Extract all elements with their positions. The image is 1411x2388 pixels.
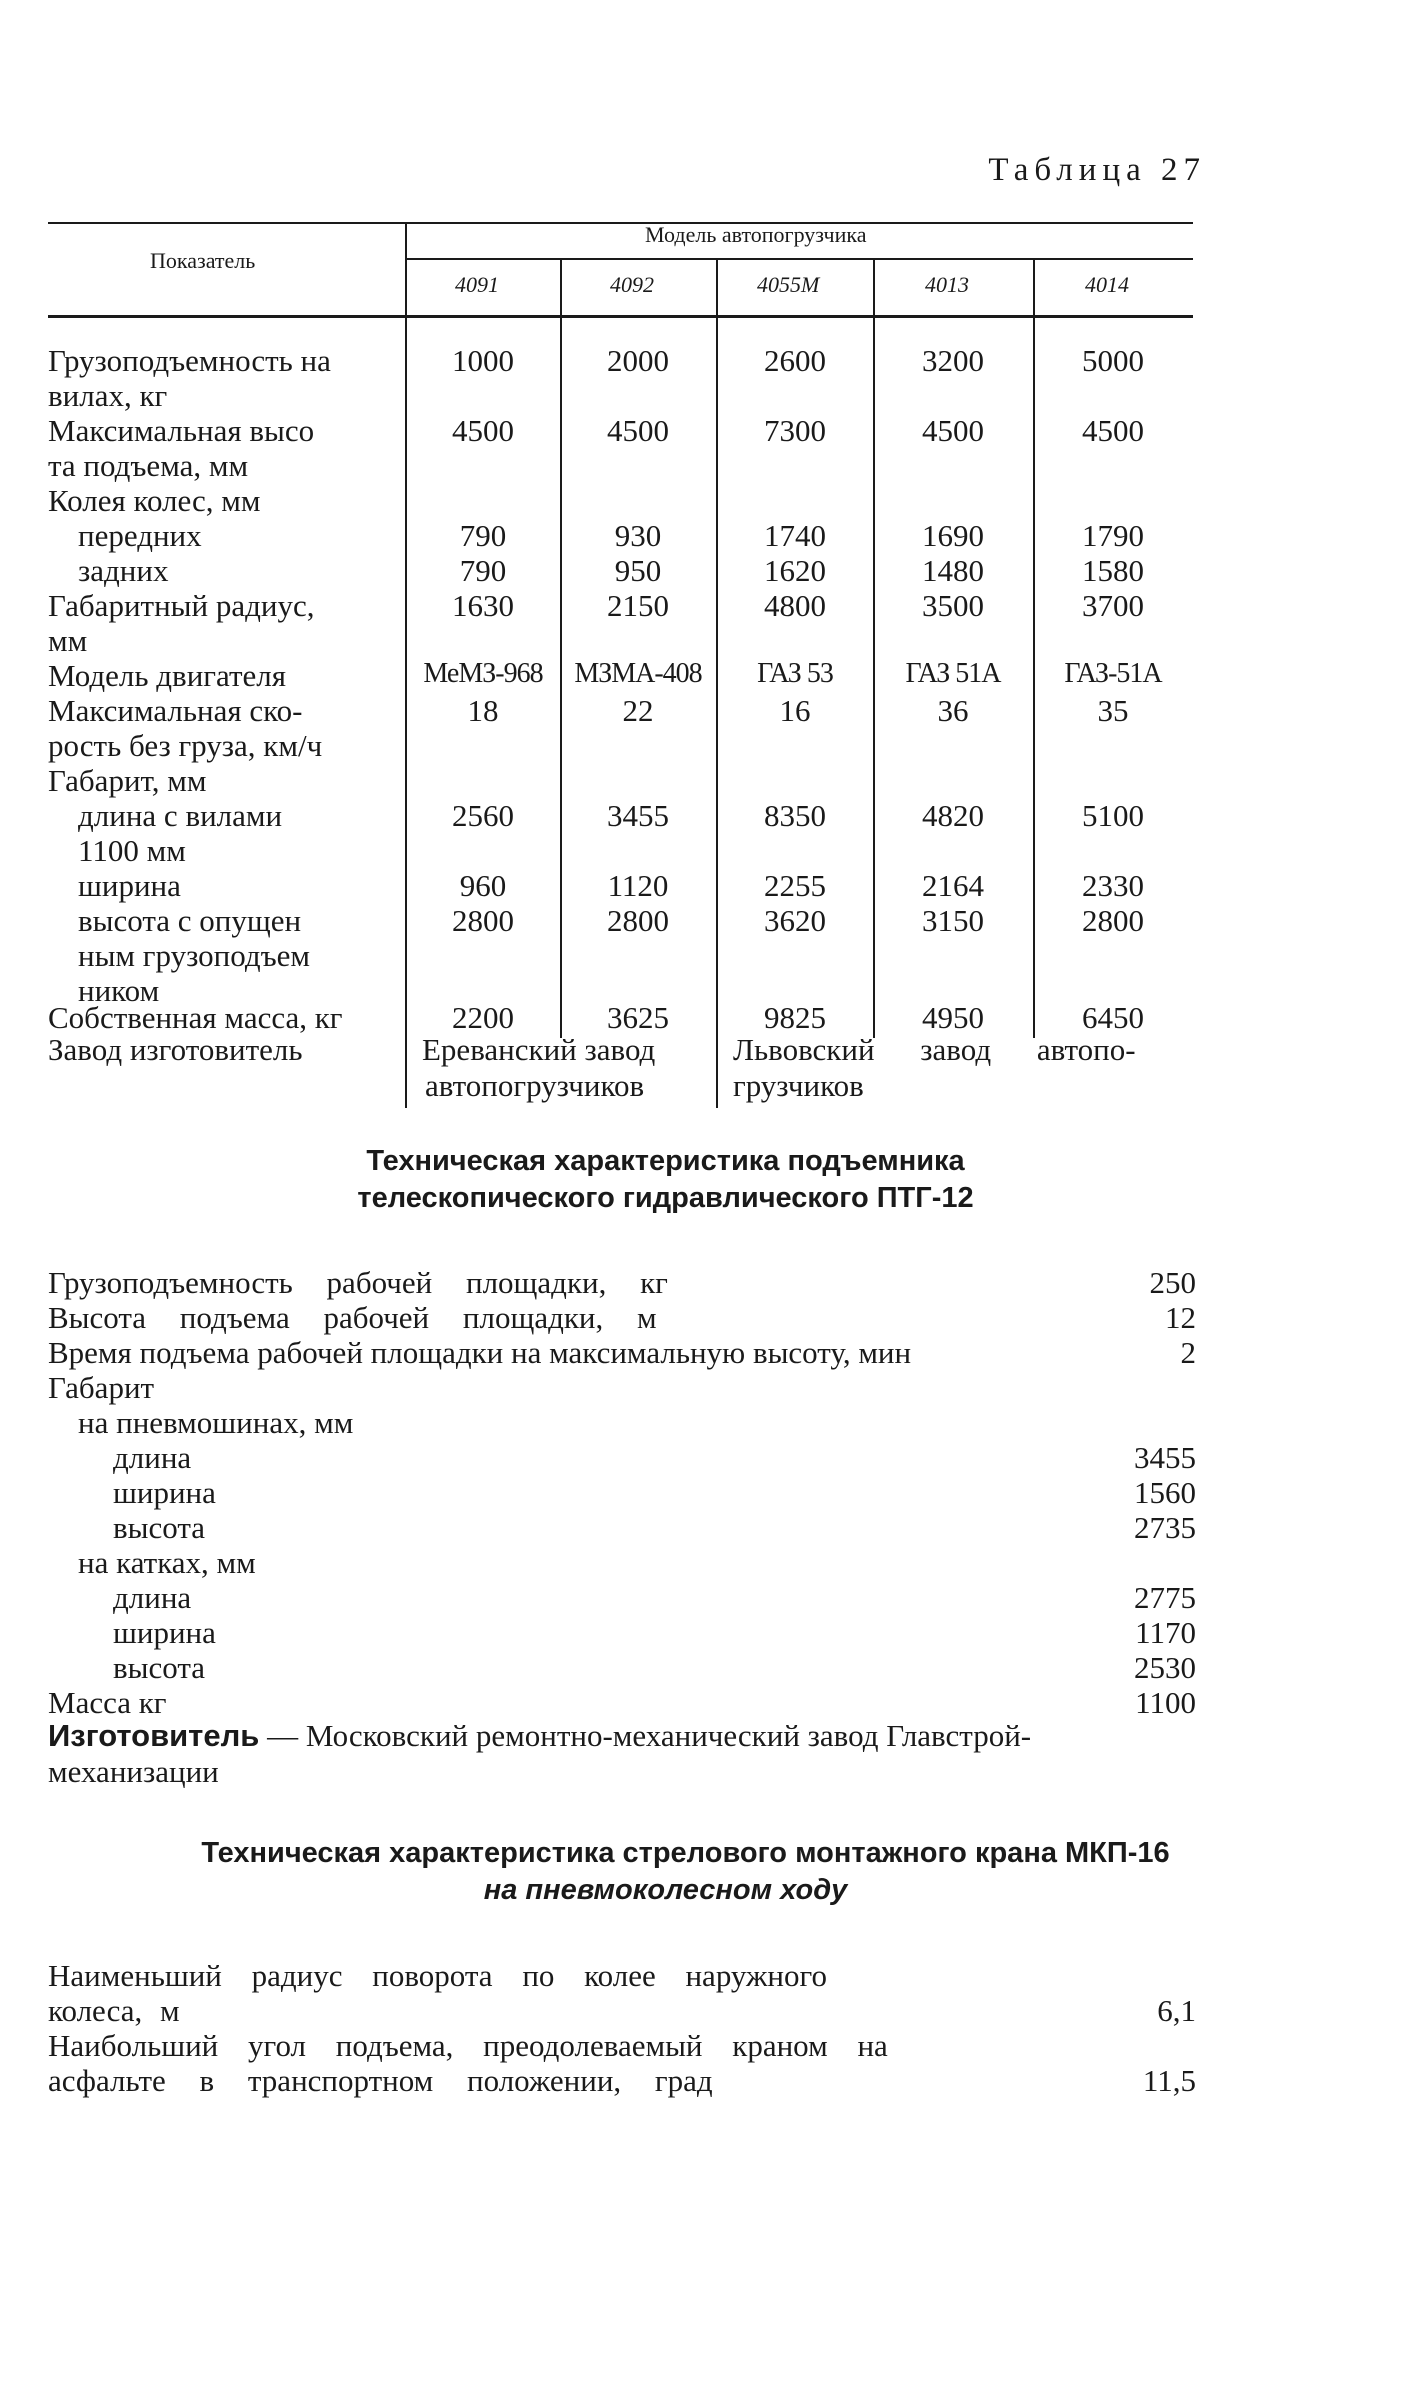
table-cell: 1790 [1082, 518, 1144, 553]
spec-label: на пневмошинах, мм [78, 1405, 354, 1440]
row-label: та подъема, мм [48, 448, 249, 483]
manufacturer-1-line: Ереванский завод [422, 1032, 656, 1067]
spec-label: Наименьший радиус поворота по колее наружного [48, 1958, 827, 1993]
spec-label: Наибольший угол подъема, преодолеваемый краном на [48, 2028, 888, 2063]
spec-value: 1100 [1135, 1685, 1196, 1720]
table-cell: ГАЗ-51А [1064, 658, 1162, 689]
table-cell: 2330 [1082, 868, 1144, 903]
model-header: 4014 [1085, 272, 1129, 297]
row-label: ширина [78, 868, 181, 903]
spec-label: Время подъема рабочей площадки на максимальную высоту, мин [48, 1335, 912, 1370]
model-header: 4013 [925, 272, 969, 297]
table-cell: 8350 [764, 798, 826, 833]
spec-value: 1170 [1135, 1615, 1196, 1650]
table-column-divider [716, 258, 718, 1108]
table-cell: 1740 [764, 518, 826, 553]
spec-value: 6,1 [1157, 1993, 1196, 2028]
table-cell: 2255 [764, 868, 826, 903]
table-cell: 3200 [922, 343, 984, 378]
spec-label: асфальте в транспортном положении, град [48, 2063, 713, 2098]
table-cell: 790 [459, 553, 507, 588]
spec-value: 2735 [1134, 1510, 1196, 1545]
table-cell: 1630 [452, 588, 514, 623]
table-cell: 2150 [607, 588, 669, 623]
table-cell: 16 [779, 693, 811, 728]
section1-title: телескопического гидравлического ПТГ-12 [357, 1182, 974, 1214]
spec-label: ширина [113, 1615, 216, 1650]
maker-text-line: механизации [48, 1754, 219, 1789]
row-label: мм [48, 623, 88, 658]
table-cell: 4500 [452, 413, 514, 448]
spec-label: длина [113, 1440, 192, 1475]
model-header: 4091 [455, 272, 499, 297]
spec-value: 3455 [1134, 1440, 1196, 1475]
table-cell: 950 [614, 553, 662, 588]
row-label: вилах, кг [48, 378, 168, 413]
maker-label: Изготовитель [48, 1718, 260, 1753]
table-cell: 1000 [452, 343, 514, 378]
maker-text: — Московский ремонтно-механический завод Главстрой- [267, 1718, 1032, 1753]
table-column-divider [1033, 258, 1035, 1038]
table-cell: 930 [614, 518, 662, 553]
table-column-divider [405, 222, 407, 1108]
manufacturer-1-line: автопогрузчиков [425, 1068, 645, 1103]
row-label: длина с вилами [78, 798, 283, 833]
section1-maker [48, 1718, 1031, 1754]
row-label: Собственная масса, кг [48, 1000, 343, 1035]
table-cell: 18 [467, 693, 499, 728]
table-cell: 4500 [1082, 413, 1144, 448]
table-cell: 5000 [1082, 343, 1144, 378]
section2-title: Техническая характеристика стрелового монтажного крана МКП-16 [201, 1837, 1170, 1869]
table-cell: 35 [1097, 693, 1129, 728]
row-label: Грузоподъемность на [48, 343, 331, 378]
table-cell: 1120 [607, 868, 669, 903]
spec-label: ширина [113, 1475, 216, 1510]
spec-label: на катках, мм [78, 1545, 256, 1580]
table-cell: 9825 [764, 1000, 826, 1035]
table-cell: 3620 [764, 903, 826, 938]
table-cell: 2800 [1082, 903, 1144, 938]
row-label: 1100 мм [78, 833, 186, 868]
spec-label: длина [113, 1580, 192, 1615]
table-cell: 7300 [764, 413, 826, 448]
table-cell: 3500 [922, 588, 984, 623]
table-cell: ГАЗ 51А [905, 658, 1001, 689]
spec-label: колеса, м [48, 1993, 180, 2028]
spec-value: 11,5 [1142, 2063, 1196, 2098]
table-cell: 2560 [452, 798, 514, 833]
section1-title: Техническая характеристика подъемника [366, 1145, 965, 1177]
spec-label: Грузоподъемность рабочей площадки, кг [48, 1265, 668, 1300]
table-top-rule [48, 222, 1193, 224]
table-header-bottom-rule [48, 315, 1193, 318]
row-label: Габарит, мм [48, 763, 207, 798]
table-cell: 1620 [764, 553, 826, 588]
spec-label: Габарит [48, 1370, 155, 1405]
manufacturer-label: Завод изготовитель [48, 1032, 303, 1067]
table-cell: 790 [459, 518, 507, 553]
table-cell: 6450 [1082, 1000, 1144, 1035]
table-column-divider [873, 258, 875, 1038]
table-cell: 22 [622, 693, 654, 728]
spec-value: 250 [1149, 1265, 1196, 1300]
manufacturer-2-line: грузчиков [733, 1068, 864, 1103]
row-label: рость без груза, км/ч [48, 728, 323, 763]
table-cell: 2800 [607, 903, 669, 938]
table-cell: 3625 [607, 1000, 669, 1035]
table-caption: Таблица 27 [988, 152, 1206, 188]
spec-value: 12 [1165, 1300, 1196, 1335]
row-label: Колея колес, мм [48, 483, 261, 518]
header-model-group: Модель автопогрузчика [645, 222, 867, 247]
table-cell: 3150 [922, 903, 984, 938]
table-cell: 2800 [452, 903, 514, 938]
table-cell: 1580 [1082, 553, 1144, 588]
spec-label: высота [113, 1650, 206, 1685]
row-label: Максимальная высо [48, 413, 315, 448]
model-header: 4055М [757, 272, 820, 297]
manufacturer-2-line: Львовский завод автопо- [733, 1032, 1136, 1067]
spec-label: Масса кг [48, 1685, 167, 1720]
row-label: передних [78, 518, 202, 553]
table-cell: 1480 [922, 553, 984, 588]
table-cell: 960 [459, 868, 507, 903]
table-cell: 5100 [1082, 798, 1144, 833]
table-group-rule [405, 258, 1193, 260]
table-cell: 4500 [607, 413, 669, 448]
row-label: ником [78, 973, 160, 1008]
spec-label: высота [113, 1510, 206, 1545]
spec-label: Высота подъема рабочей площадки, м [48, 1300, 657, 1335]
row-label: высота с опущен [78, 903, 302, 938]
table-cell: ГАЗ 53 [757, 658, 833, 689]
header-indicator: Показатель [150, 248, 256, 273]
row-label: ным грузоподъем [78, 938, 311, 973]
table-cell: 4800 [764, 588, 826, 623]
table-cell: 3700 [1082, 588, 1144, 623]
table-cell: 3455 [607, 798, 669, 833]
table-cell: МЗМА-408 [574, 658, 702, 689]
table-cell: 2200 [452, 1000, 514, 1035]
row-label: Модель двигателя [48, 658, 286, 693]
table-cell: 36 [937, 693, 969, 728]
table-cell: 4820 [922, 798, 984, 833]
spec-value: 1560 [1134, 1475, 1196, 1510]
spec-value: 2 [1180, 1335, 1196, 1370]
table-cell: 4950 [922, 1000, 984, 1035]
row-label: задних [78, 553, 169, 588]
model-header: 4092 [610, 272, 654, 297]
table-cell: 4500 [922, 413, 984, 448]
table-cell: 1690 [922, 518, 984, 553]
table-cell: МеМЗ-968 [423, 658, 543, 689]
table-cell: 2000 [607, 343, 669, 378]
spec-value: 2775 [1134, 1580, 1196, 1615]
section2-title: на пневмоколесном ходу [483, 1874, 848, 1906]
table-cell: 2600 [764, 343, 826, 378]
row-label: Максимальная ско- [48, 693, 303, 728]
table-cell: 2164 [922, 868, 984, 903]
row-label: Габаритный радиус, [48, 588, 315, 623]
table-column-divider [560, 258, 562, 1038]
spec-value: 2530 [1134, 1650, 1196, 1685]
